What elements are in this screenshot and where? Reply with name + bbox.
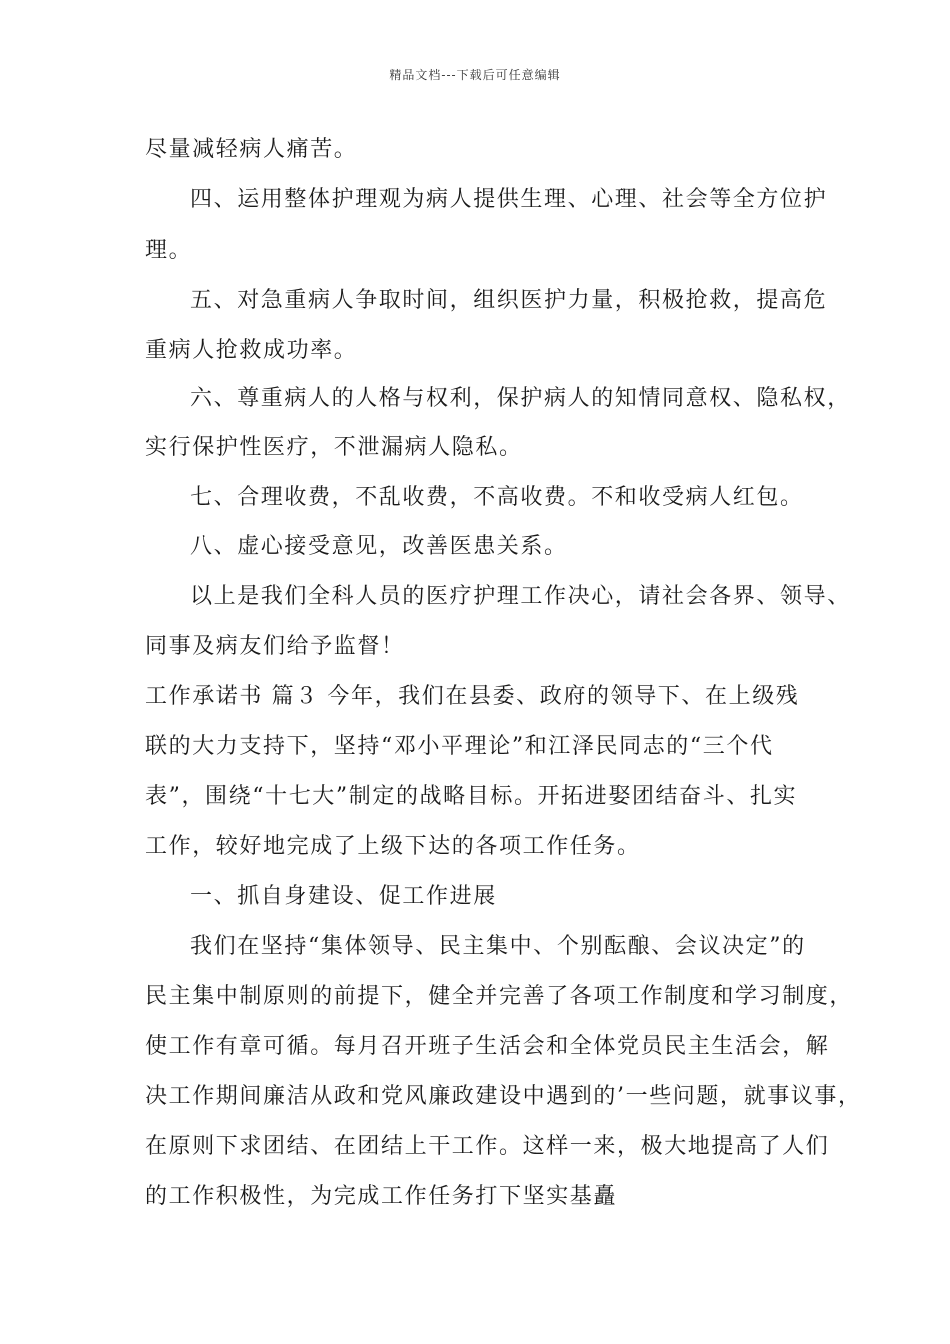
text-line: 理。 — [145, 238, 193, 263]
text-line: 八、虚心接受意见，改善医患关系。 — [190, 534, 568, 559]
text-line: 重病人抢救成功率。 — [145, 338, 358, 363]
text-line: 同事及病友们给予监督！ — [145, 634, 405, 659]
text-line: 在原则下求团结、在团结上干工作。这样一来，极大地提高了人们 — [145, 1134, 830, 1159]
text-line: 表”，围绕“十七大”制定的战略目标。开拓进娶团结奋斗、扎实 — [145, 784, 798, 809]
page-header: 精品文档---下载后可任意编辑 — [389, 68, 561, 82]
text-line: 决工作期间廉洁从政和党风廉政建设中遇到的’一些问题，就事议事， — [145, 1084, 862, 1109]
text-line: 一、抓自身建设、促工作进展 — [190, 884, 497, 909]
text-line: 我们在坚持“集体领导、民主集中、个别酝酿、会议决定”的 — [190, 934, 806, 959]
text-line: 工作，较好地完成了上级下达的各项工作任务。 — [145, 834, 641, 859]
text-line: 七、合理收费，不乱收费，不高收费。不和收受病人红包。 — [190, 485, 804, 510]
text-line: 六、尊重病人的人格与权利，保护病人的知情同意权、隐私权， — [190, 386, 851, 411]
text-line: 以上是我们全科人员的医疗护理工作决心，请社会各界、领导、 — [190, 584, 851, 609]
text-line: 的工作积极性，为完成工作任务打下坚实基矗 — [145, 1184, 618, 1209]
text-line: 实行保护性医疗，不泄漏病人隐私。 — [145, 435, 523, 460]
text-line: 使工作有章可循。每月召开班子生活会和全体党员民主生活会，解 — [145, 1034, 830, 1059]
text-line: 五、对急重病人争取时间，组织医护力量，积极抢救，提高危 — [190, 288, 828, 313]
text-line: 尽量减轻病人痛苦。 — [145, 137, 358, 162]
text-line: 联的大力支持下，坚持“邓小平理论”和江泽民同志的“三个代 — [145, 734, 774, 759]
text-line: 四、运用整体护理观为病人提供生理、心理、社会等全方位护 — [190, 187, 828, 212]
text-line: 民主集中制原则的前提下，健全并完善了各项工作制度和学习制度， — [145, 984, 854, 1009]
text-line: 工作承诺书 篇３ 今年，我们在县委、政府的领导下、在上级残 — [145, 684, 800, 709]
